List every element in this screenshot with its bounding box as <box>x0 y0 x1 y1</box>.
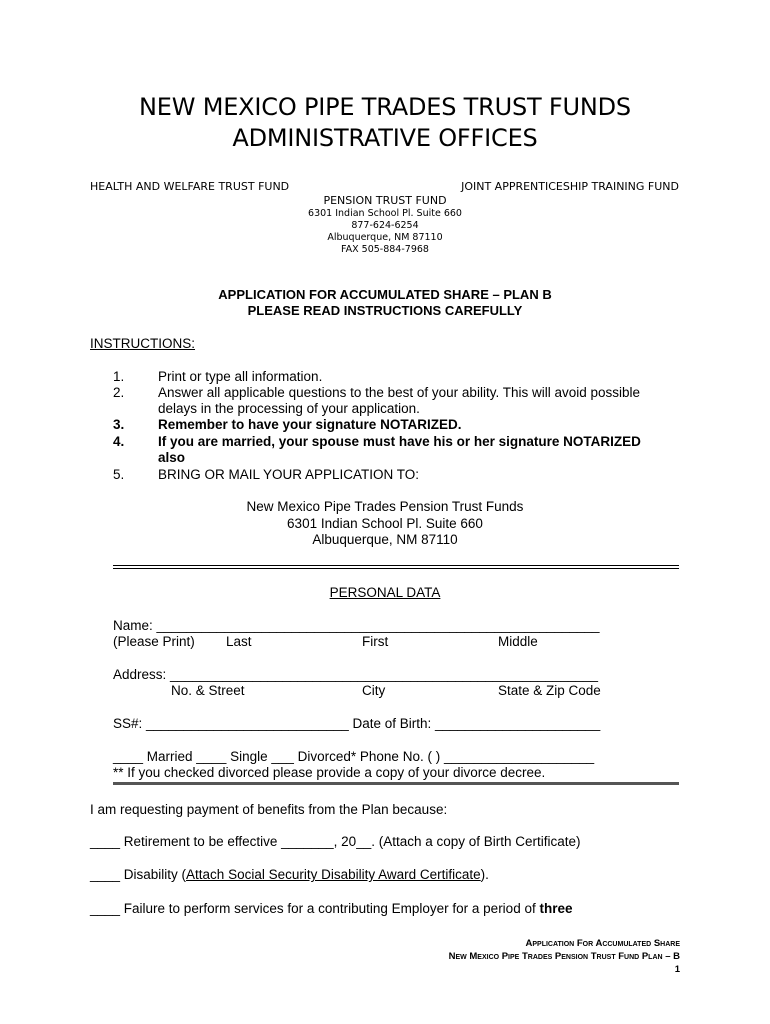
office-fax: FAX 505-884-7968 <box>341 244 429 255</box>
please-print-label: (Please Print) <box>113 634 195 649</box>
failure-period: three <box>539 901 573 916</box>
ssn-dob-field[interactable]: SS#: ___________________________ Date of Birth: ______________________ <box>113 716 601 731</box>
disability-end: ). <box>480 867 489 882</box>
instruction-text: Print or type all information. <box>158 369 323 384</box>
retirement-option[interactable]: ____ Retirement to be effective _______, 20__. (Attach a copy of Birth Certificate) <box>90 834 581 849</box>
disability-certificate-text: Attach Social Security Disability Award Certificate <box>186 867 481 882</box>
instruction-text-cont: delays in the processing of your application. <box>158 401 420 416</box>
address-field[interactable]: Address: _________________________________________________________ <box>113 667 598 682</box>
divorce-note: ** If you checked divorced please provide a copy of your divorce decree. <box>113 765 546 780</box>
personal-data-heading: PERSONAL DATA <box>329 585 441 600</box>
instruction-number: 2. <box>113 385 125 400</box>
footer-form-title: Application For Accumulated Share <box>525 938 680 949</box>
page-subtitle: ADMINISTRATIVE OFFICES <box>232 124 538 152</box>
section-divider <box>113 568 679 569</box>
instruction-number: 1. <box>113 369 125 384</box>
state-zip-label: State & Zip Code <box>498 683 601 698</box>
office-city: Albuquerque, NM 87110 <box>327 232 443 243</box>
instruction-number: 5. <box>113 467 125 482</box>
office-phone: 877-624-6254 <box>351 220 419 231</box>
instruction-text: BRING OR MAIL YOUR APPLICATION TO: <box>158 467 420 482</box>
middle-name-label: Middle <box>498 634 538 649</box>
mail-to-name: New Mexico Pipe Trades Pension Trust Funds <box>246 499 524 514</box>
instruction-text: Remember to have your signature NOTARIZED. <box>158 417 462 432</box>
page-title: NEW MEXICO PIPE TRADES TRUST FUNDS <box>139 93 631 121</box>
failure-label: ____ Failure to perform services for a contributing Employer for a period of <box>90 901 540 916</box>
footer-plan-name: New Mexico Pipe Trades Pension Trust Fund Plan – B <box>448 951 680 962</box>
instructions-label: INSTRUCTIONS: <box>90 336 196 351</box>
failure-to-perform-option[interactable] <box>90 901 572 916</box>
marital-status-phone-field[interactable]: ____ Married ____ Single ___ Divorced* Phone No. ( ) ____________________ <box>113 749 595 764</box>
read-carefully-heading: PLEASE READ INSTRUCTIONS CAREFULLY <box>247 303 523 318</box>
name-field[interactable]: Name: ___________________________________________________________ <box>113 618 600 633</box>
fund-pension: PENSION TRUST FUND <box>323 194 447 207</box>
office-street: 6301 Indian School Pl. Suite 660 <box>308 208 462 219</box>
instruction-text: Answer all applicable questions to the best of your ability. This will avoid possible <box>158 385 641 400</box>
first-name-label: First <box>362 634 389 649</box>
last-name-label: Last <box>226 634 252 649</box>
instruction-number: 3. <box>113 417 125 432</box>
request-intro: I am requesting payment of benefits from the Plan because: <box>90 802 448 817</box>
section-divider <box>113 565 679 566</box>
fund-health-welfare: HEALTH AND WELFARE TRUST FUND <box>90 180 290 193</box>
mail-to-street: 6301 Indian School Pl. Suite 660 <box>287 516 483 531</box>
application-heading: APPLICATION FOR ACCUMULATED SHARE – PLAN B <box>218 287 552 302</box>
disability-label: ____ Disability ( <box>90 867 187 882</box>
mail-to-city: Albuquerque, NM 87110 <box>312 532 458 547</box>
instruction-text: If you are married, your spouse must have his or her signature NOTARIZED <box>158 434 641 449</box>
fund-apprenticeship: JOINT APPRENTICESHIP TRAINING FUND <box>461 180 679 193</box>
instruction-text-cont: also <box>158 450 186 465</box>
disability-option[interactable] <box>90 867 489 882</box>
section-divider-thick <box>113 782 679 785</box>
instruction-number: 4. <box>113 434 125 449</box>
city-label: City <box>362 683 386 698</box>
page-number: 1 <box>674 964 680 975</box>
street-label: No. & Street <box>171 683 245 698</box>
